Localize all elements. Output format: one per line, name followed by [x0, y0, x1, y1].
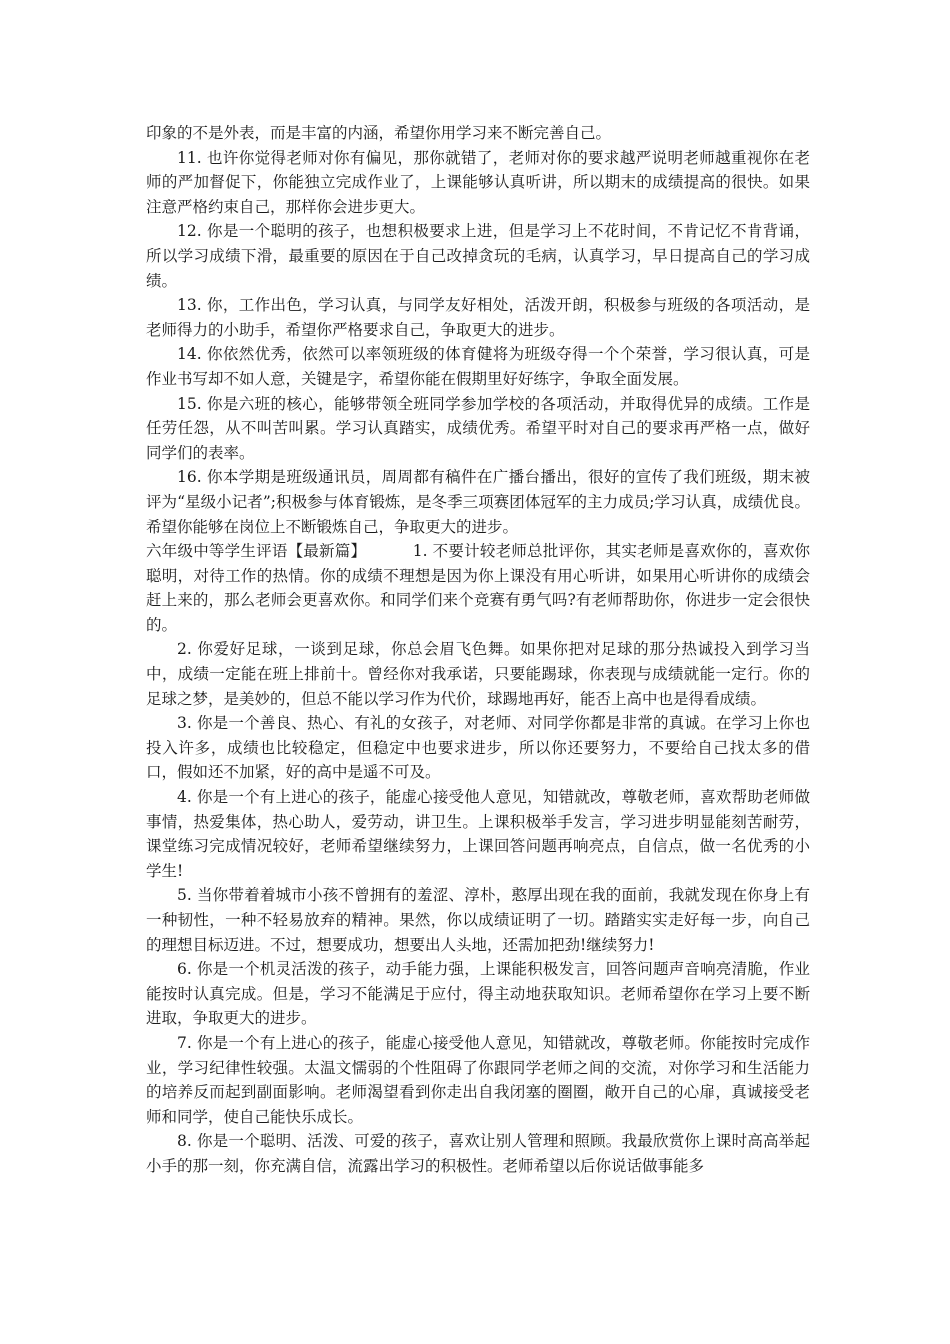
paragraph: 6. 你是一个机灵活泼的孩子，动手能力强，上课能积极发言，回答问题声音响亮清脆，作业能按时认真完成。但是，学习不能满足于应付，得主动地获取知识。老师希望你在学习上要不断进取，争取更大的进步。: [146, 960, 810, 1028]
section-heading-gap: [366, 542, 412, 560]
document-body: [146, 121, 810, 1179]
paragraph: 15. 你是六班的核心，能够带领全班同学参加学校的各项活动，并取得优异的成绩。工作是任劳任怨，从不叫苦叫累。学习认真踏实，成绩优秀。希望平时对自己的要求再严格一点，做好同学们的表率。: [146, 394, 810, 462]
paragraph: 3. 你是一个善良、热心、有礼的女孩子，对老师、对同学你都是非常的真诚。在学习上你也投入许多，成绩也比较稳定，但稳定中也要求进步，所以你还要努力，不要给自己找太多的借口，假如还不加紧，好的高中是遥不可及。: [146, 714, 810, 782]
paragraph: 14. 你依然优秀，依然可以率领班级的体育健将为班级夺得一个个荣誉，学习很认真，可是作业书写却不如人意，关键是字，希望你能在假期里好好练字，争取全面发展。: [146, 345, 810, 388]
paragraph: 2. 你爱好足球，一谈到足球，你总会眉飞色舞。如果你把对足球的那分热诚投入到学习当中，成绩一定能在班上排前十。曾经你对我承诺，只要能踢球，你表现与成绩就能一定行。你的足球之梦，是美妙的，但总不能以学习作为代价，球踢地再好，能否上高中也是得看成绩。: [146, 640, 810, 708]
paragraph: 13. 你，工作出色，学习认真，与同学友好相处，活泼开朗，积极参与班级的各项活动，是老师得力的小助手，希望你严格要求自己，争取更大的进步。: [146, 296, 810, 339]
paragraph: 12. 你是一个聪明的孩子，也想积极要求上进，但是学习上不花时间，不肯记忆不肯背诵，所以学习成绩下滑，最重要的原因在于自己改掉贪玩的毛病，认真学习，早日提高自己的学习成绩。: [146, 222, 810, 290]
paragraph: 4. 你是一个有上进心的孩子，能虚心接受他人意见，知错就改，尊敬老师，喜欢帮助老师做事情，热爱集体，热心助人，爱劳动，讲卫生。上课积极举手发言，学习进步明显能刻苦耐劳，课堂练习完成情况较好，老师希望继续努力，上课回答问题再响亮点，自信点，做一名优秀的小学生!: [146, 788, 810, 880]
paragraph-group-after: [146, 637, 810, 1178]
paragraph: 8. 你是一个聪明、活泼、可爱的孩子，喜欢让别人管理和照顾。我最欣赏你上课时高高举起小手的那一刻，你充满自信，流露出学习的积极性。老师希望以后你说话做事能多: [146, 1132, 810, 1175]
paragraph: 16. 你本学期是班级通讯员，周周都有稿件在广播台播出，很好的宣传了我们班级，期末被评为“星级小记者”;积极参与体育锻炼，是冬季三项赛团体冠军的主力成员;学习认真，成绩优良。希望你能够在岗位上不断锻炼自己，争取更大的进步。: [146, 468, 810, 536]
section-first-item: 1. 不要计较老师总批评你，其实老师是喜欢你的，喜欢你聪明，对待工作的热情。你的成绩不理想是因为你上课没有用心听讲，如果用心听讲你的成绩会赶上来的，那么老师会更喜欢你。和同学们来个竞赛有勇气吗?有老师帮助你，你进步一定会很快的。: [146, 542, 810, 634]
paragraph: 印象的不是外表，而是丰富的内涵，希望你用学习来不断完善自己。: [146, 124, 612, 142]
paragraph-group-before: [146, 121, 810, 539]
section-heading-paragraph: [146, 539, 810, 637]
paragraph: 11. 也许你觉得老师对你有偏见，那你就错了，老师对你的要求越严说明老师越重视你在老师的严加督促下，你能独立完成作业了，上课能够认真听讲，所以期末的成绩提高的很快。如果注意严格约束自己，那样你会进步更大。: [146, 148, 810, 216]
section-heading: 六年级中等学生评语【最新篇】: [146, 542, 367, 561]
paragraph: 5. 当你带着着城市小孩不曾拥有的羞涩、淳朴，憨厚出现在我的面前，我就发现在你身上有一种韧性，一种不轻易放弃的精神。果然，你以成绩证明了一切。踏踏实实走好每一步，向自己的理想目标迈进。不过，想要成功，想要出人头地，还需加把劲!继续努力!: [146, 886, 810, 954]
paragraph: 7. 你是一个有上进心的孩子，能虚心接受他人意见，知错就改，尊敬老师。你能按时完成作业，学习纪律性较强。太温文懦弱的个性阻碍了你跟同学老师之间的交流，对你学习和生活能力的培养反而起到副面影响。老师渴望看到你走出自我闭塞的圈圈，敞开自己的心扉，真诚接受老师和同学，使自己能快乐成长。: [146, 1033, 810, 1126]
